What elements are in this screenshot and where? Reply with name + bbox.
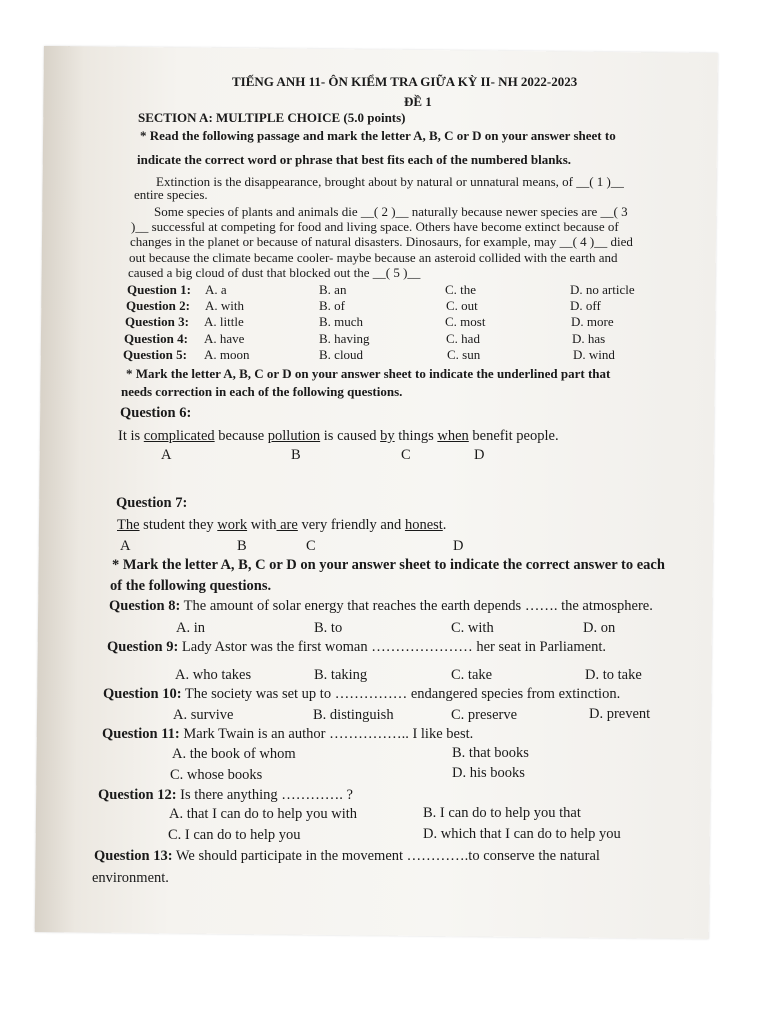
question-7-label: Question 7: [116, 495, 188, 511]
option-c: C. had [446, 331, 480, 346]
q12-option-b: B. I can do to help you that [423, 805, 581, 821]
question-row-4 [124, 331, 606, 347]
instruction-2a: * Mark the letter A, B, C or D on your answer sheet to indicate the underlined part that [126, 366, 611, 381]
q11-option-c: C. whose books [170, 767, 263, 783]
sentence-text: It is [118, 428, 144, 444]
question-label: Question 13: [94, 848, 173, 864]
option-b: B. having [319, 331, 370, 346]
underlined-part-d: honest [404, 517, 443, 533]
option-d: D. no article [570, 282, 635, 297]
letter-a: A [161, 447, 172, 463]
letter-d: D [474, 447, 485, 463]
underlined-part-c: are [276, 517, 298, 533]
letter-b: B [237, 538, 247, 554]
passage-line: Extinction is the disappearance, brought about by natural or unnatural means, of __( 1 )__ [156, 174, 624, 189]
option-d: D. more [571, 314, 614, 329]
question-text: Lady Astor was the first woman ………………… her seat in Parliament. [178, 639, 606, 655]
option-a: A. a [205, 282, 227, 297]
section-a-title: SECTION A: MULTIPLE CHOICE (5.0 points) [138, 110, 406, 125]
q9-option-a: A. who takes [175, 667, 252, 683]
q8-option-b: B. to [314, 620, 343, 636]
q8-option-a: A. in [176, 620, 205, 636]
underlined-part-a: The [117, 517, 140, 533]
sentence-text: with [247, 517, 277, 533]
instruction-2b: needs correction in each of the following questions. [121, 384, 403, 399]
q8-option-c: C. with [451, 620, 494, 636]
question-label: Question 9: [107, 639, 179, 655]
question-row-3 [125, 314, 614, 330]
question-text: The society was set up to …………… endangered species from extinction. [181, 686, 621, 702]
question-label: Question 8: [109, 598, 181, 614]
passage-line: Some species of plants and animals die __( 2 )__ naturally because newer species are __( 3 [154, 204, 628, 219]
option-c: C. the [445, 282, 477, 297]
letter-d: D [453, 538, 464, 554]
option-a: A. little [204, 314, 244, 329]
letter-a: A [120, 538, 131, 554]
sentence-text: student they [139, 517, 218, 533]
underlined-part-c: by [380, 428, 395, 444]
passage-line: changes in the planet or because of natural disasters. Dinosaurs, for example, may __( 4 )__ died [130, 234, 633, 249]
instruction-1b: indicate the correct word or phrase that best fits each of the numbered blanks. [137, 152, 572, 167]
question-8 [109, 598, 653, 614]
option-c: C. sun [447, 347, 481, 362]
q10-option-c: C. preserve [451, 707, 518, 723]
q12-option-a: A. that I can do to help you with [169, 806, 358, 822]
option-b: B. cloud [319, 347, 364, 362]
q9-option-c: C. take [451, 667, 493, 683]
option-d: D. off [570, 298, 601, 313]
instruction-3a: * Mark the letter A, B, C or D on your answer sheet to indicate the correct answer to each [112, 557, 665, 573]
question-text: Is there anything …………. ? [176, 787, 353, 803]
question-label: Question 12: [98, 787, 177, 803]
passage-line: )__ successful at competing for food and living space. Others have become extinct because of [131, 219, 619, 234]
exam-title: TIẾNG ANH 11- ÔN KIỂM TRA GIỮA KỲ II- NH 2022-2023 [232, 74, 578, 89]
question-row-5 [123, 347, 615, 363]
question-label: Question 1: [127, 282, 191, 297]
q10-option-b: B. distinguish [313, 707, 394, 723]
question-label: Question 10: [103, 686, 182, 702]
question-text: The amount of solar energy that reaches the earth depends ……. the atmosphere. [180, 598, 653, 614]
sentence-text: benefit people. [468, 428, 559, 444]
passage-line: entire species. [134, 187, 208, 202]
q8-option-d: D. on [583, 620, 616, 636]
option-a: A. have [204, 331, 245, 346]
sentence-text: things [394, 428, 438, 444]
question-label: Question 4: [124, 331, 188, 346]
option-c: C. most [445, 314, 486, 329]
passage-line: out because the climate became cooler- maybe because an asteroid collided with the earth and [129, 250, 618, 265]
q11-option-a: A. the book of whom [172, 746, 296, 762]
letter-c: C [306, 538, 316, 554]
question-label: Question 11: [102, 726, 180, 742]
question-13 [94, 848, 600, 864]
q12-option-d: D. which that I can do to help you [423, 826, 621, 842]
question-6-label: Question 6: [120, 405, 192, 421]
option-b: B. of [319, 298, 345, 313]
option-c: C. out [446, 298, 478, 313]
sentence-text: very friendly and [297, 517, 405, 533]
question-row-2 [126, 298, 601, 314]
question-6-sentence [118, 428, 559, 444]
option-d: D. wind [573, 347, 615, 362]
question-7-sentence [117, 517, 446, 533]
question-text: We should participate in the movement ………….to conserve the natural [172, 848, 600, 864]
letter-b: B [291, 447, 301, 463]
q9-option-d: D. to take [585, 667, 642, 683]
letter-c: C [401, 447, 411, 463]
passage-line: caused a big cloud of dust that blocked out the __( 5 )__ [128, 265, 421, 280]
q9-option-b: B. taking [314, 667, 368, 683]
q12-option-c: C. I can do to help you [168, 827, 301, 843]
question-13-continuation: environment. [92, 870, 169, 886]
option-d: D. has [572, 331, 606, 346]
exam-code: ĐỀ 1 [404, 94, 432, 109]
question-10 [103, 686, 620, 702]
underlined-part-a: complicated [143, 428, 215, 444]
q10-option-a: A. survive [173, 707, 234, 723]
question-text: Mark Twain is an author …………….. I like best. [179, 726, 474, 742]
question-12 [98, 787, 353, 803]
sentence-text: because [214, 428, 268, 444]
option-a: A. moon [204, 347, 250, 362]
question-row-1 [127, 282, 635, 298]
question-label: Question 2: [126, 298, 190, 313]
question-9 [107, 639, 606, 655]
question-label: Question 3: [125, 314, 189, 329]
sentence-text: . [442, 517, 447, 533]
instruction-3b: of the following questions. [110, 578, 272, 594]
option-b: B. much [319, 314, 364, 329]
option-b: B. an [319, 282, 347, 297]
sentence-text: is caused [320, 428, 381, 444]
question-11 [102, 726, 473, 742]
underlined-part-d: when [437, 428, 469, 444]
q10-option-d: D. prevent [589, 706, 651, 722]
q11-option-b: B. that books [452, 745, 529, 761]
option-a: A. with [205, 298, 244, 313]
underlined-part-b: work [217, 517, 248, 533]
question-label: Question 5: [123, 347, 187, 362]
underlined-part-b: pollution [267, 428, 321, 444]
q11-option-d: D. his books [452, 765, 525, 781]
instruction-1a: * Read the following passage and mark the letter A, B, C or D on your answer sheet to [140, 128, 616, 143]
